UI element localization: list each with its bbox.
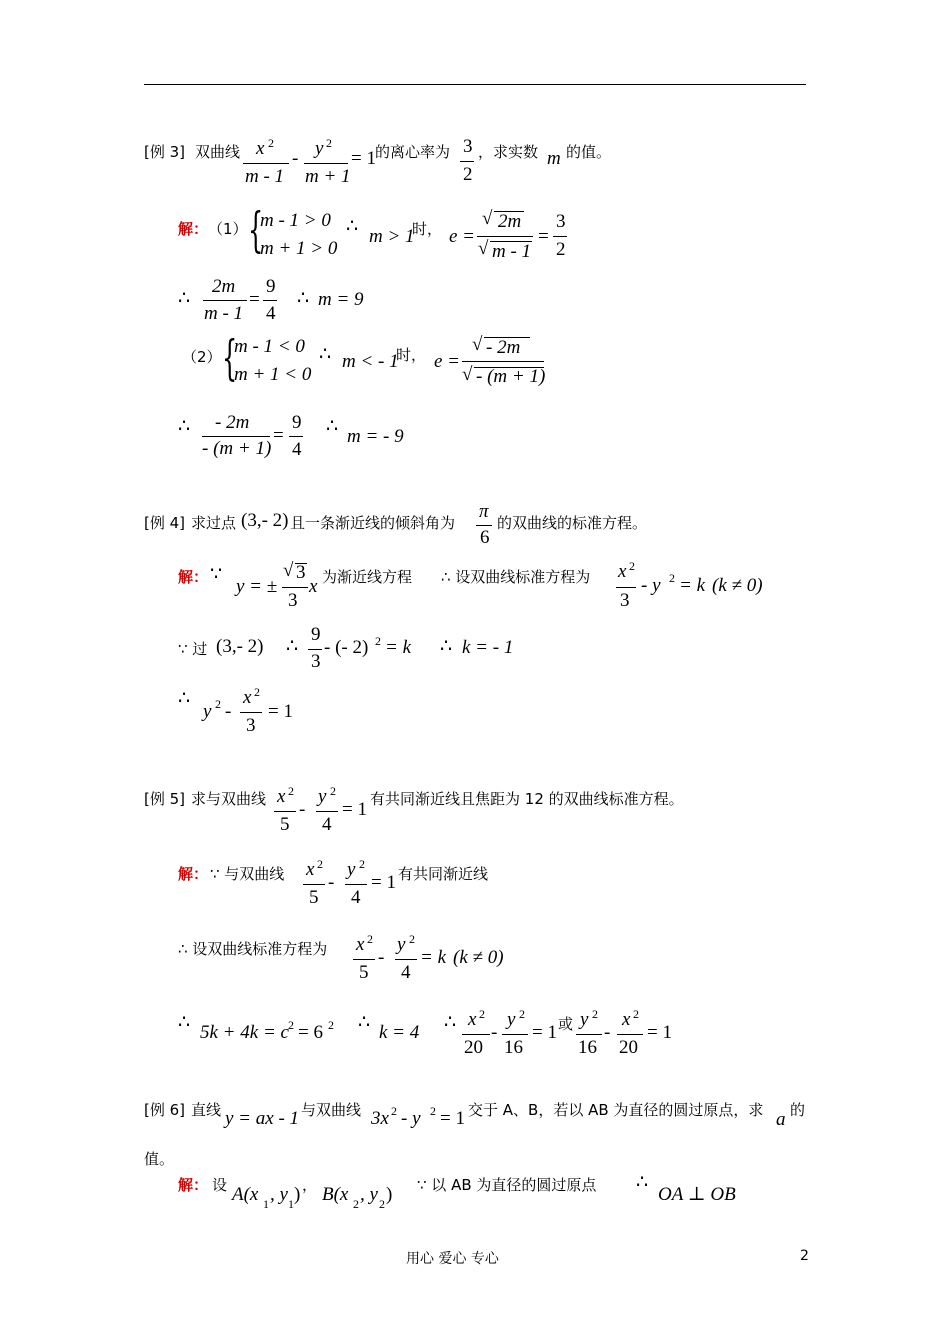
ex5-d-num: x — [622, 1009, 631, 1030]
ex5-set-text: ∴ 设双曲线标准方程为 — [178, 940, 328, 958]
ex3-l4-rnum: 9 — [292, 412, 302, 433]
ex6-hyp-rest: - y — [401, 1108, 421, 1129]
frac-bar — [263, 300, 277, 301]
ex6-solution-label: 解： — [178, 1176, 209, 1194]
ex3-shi2: 时， — [396, 346, 427, 364]
ex4-final-den: 3 — [246, 715, 256, 736]
frac-bar — [202, 436, 270, 437]
frac-bar — [304, 163, 348, 164]
ex4-label: [例 4] — [144, 514, 186, 532]
ex4-x: x — [309, 576, 318, 597]
ex5-text2: 有共同渐近线且焦距为 12 的双曲线标准方程。 — [370, 790, 684, 808]
frac-bar — [282, 587, 308, 588]
ex6-hyp-eq1: = 1 — [440, 1108, 465, 1129]
ex4-final-y: y — [203, 701, 212, 722]
ex4-std-den: 3 — [620, 590, 630, 611]
ex3-case1-row1: m - 1 > 0 — [260, 210, 331, 231]
ex3-case2-row2: m + 1 < 0 — [234, 364, 312, 385]
ex3-f2-num: y — [315, 138, 324, 159]
ex5-d-den: 20 — [619, 1037, 638, 1058]
ex6-var-a: a — [776, 1109, 786, 1130]
ex3-text1: 的离心率为 — [375, 143, 451, 161]
ex6-perp: OA ⊥ OB — [658, 1184, 736, 1205]
ex5-label: [例 5] — [144, 790, 186, 808]
ex3-eq1: = 1 — [351, 148, 376, 169]
ex4-y-eq: y = ± — [236, 576, 278, 597]
ex3-solution-label: 解： — [178, 220, 209, 238]
ex3-e-eq1: e = — [449, 226, 476, 247]
ex5-common-text: 有共同渐近线 — [398, 865, 489, 883]
ex6-text1: 直线 — [191, 1101, 222, 1119]
ex5-l3-eq6: = 6 — [298, 1022, 323, 1043]
ex5-or-text: 或 — [558, 1015, 574, 1033]
frac-bar — [616, 587, 636, 588]
ex3-l2-eq: = — [249, 289, 260, 310]
ex5-c-num: y — [580, 1009, 589, 1030]
ex4-text1: 求过点 — [191, 514, 237, 532]
ex3-r1-num: 3 — [556, 211, 566, 232]
ex3-f3-num: 3 — [463, 136, 473, 157]
ex3-therefore5: ∴ — [178, 416, 191, 437]
ex6-text5: 值。 — [144, 1150, 175, 1168]
ex5-text1: 求与双曲线 — [191, 790, 267, 808]
ex3-case2: （2） — [182, 348, 222, 366]
ex4-std-rest: - y — [641, 575, 661, 596]
ex3-therefore2: ∴ — [178, 288, 191, 309]
ex3-shi1: 时， — [412, 220, 443, 238]
ex5-a-den: 20 — [464, 1037, 483, 1058]
ex6-because-text: ∵ 以 AB 为直径的圆过原点 — [417, 1176, 597, 1194]
ex5-eq1: = 1 — [342, 799, 367, 820]
header-rule — [144, 84, 806, 85]
ex5-because-text: ∵ 与双曲线 — [210, 865, 285, 883]
ex4-sqrt3: 3 — [296, 562, 306, 583]
frac-bar — [395, 959, 417, 960]
frac-bar — [462, 361, 544, 362]
ex3-l2-rden: 4 — [266, 303, 276, 324]
ex6-set: 设 — [212, 1176, 228, 1194]
ex6-pt-b: B(x — [322, 1184, 349, 1205]
ex3-l4-den: - (m + 1) — [202, 438, 272, 459]
frac-bar — [316, 811, 338, 812]
ex3-sqrt-den1: m - 1 — [492, 241, 532, 262]
ex3-sqrt-den2: - (m + 1) — [476, 366, 546, 387]
ex5-f1-den: 5 — [280, 814, 290, 835]
ex6-text2: 与双曲线 — [301, 1101, 362, 1119]
frac-bar — [303, 884, 325, 885]
ex3-therefore4: ∴ — [319, 344, 332, 365]
footer-slogan: 用心 爱心 专心 — [406, 1251, 499, 1267]
ex4-solution-label: 解： — [178, 568, 209, 586]
ex4-pi-num: π — [479, 501, 489, 522]
ex3-therefore6: ∴ — [326, 416, 339, 437]
ex3-sqrt-num1: 2m — [498, 211, 522, 232]
frac-bar — [345, 884, 367, 885]
ex5-b-num: y — [507, 1009, 516, 1030]
frac-bar — [462, 1034, 490, 1035]
ex3-l2-den: m - 1 — [204, 303, 244, 324]
frac-bar — [240, 712, 262, 713]
frac-bar — [274, 811, 296, 812]
ex3-f1-den: m - 1 — [245, 166, 285, 187]
frac-bar — [308, 649, 322, 650]
ex4-final-num: x — [243, 687, 252, 708]
ex4-k-res: k = - 1 — [462, 637, 514, 658]
frac-bar — [243, 163, 289, 164]
ex3-l4-rden: 4 — [292, 439, 302, 460]
ex4-l2-num: 9 — [311, 624, 321, 645]
frac-bar — [502, 1034, 528, 1035]
ex6-text4: 的 — [790, 1101, 806, 1119]
ex4-asym-text: 为渐近线方程 — [322, 568, 413, 586]
ex5-f2-num: y — [318, 786, 327, 807]
ex5-a-num: x — [468, 1009, 477, 1030]
ex3-l2-num: 2m — [212, 276, 236, 297]
ex3-label: [例 3] — [144, 143, 186, 161]
frac-bar — [460, 161, 474, 162]
frac-bar — [203, 300, 247, 301]
ex3-r1-den: 2 — [556, 239, 566, 260]
ex3-l4-num: - 2m — [215, 412, 250, 433]
ex3-text2: ，求实数 — [478, 143, 539, 161]
ex3-cond1: m > 1 — [369, 226, 415, 247]
ex5-b-den: 16 — [504, 1037, 523, 1058]
ex4-std-k: = k — [679, 575, 706, 596]
frac-bar — [553, 236, 567, 237]
ex6-pt-a2: , y — [270, 1184, 288, 1205]
ex4-l2-den: 3 — [311, 651, 321, 672]
ex3-therefore3: ∴ — [297, 288, 310, 309]
ex3-text3: 的值。 — [566, 143, 612, 161]
ex4-l2-eqk: = k — [385, 637, 412, 658]
ex3-l2-res: m = 9 — [318, 289, 364, 310]
ex3-l2-rnum: 9 — [266, 276, 276, 297]
ex4-l2-mid: - (- 2) — [324, 637, 369, 658]
ex3-f3-den: 2 — [463, 164, 473, 185]
ex4-std-num: x — [618, 561, 627, 582]
ex4-pass-pt: (3,- 2) — [216, 636, 264, 657]
ex3-l4-res: m = - 9 — [347, 426, 404, 447]
ex3-case1: （1） — [208, 220, 248, 238]
ex6-line-eq: y = ax - 1 — [225, 1108, 300, 1129]
ex4-text3: 的双曲线的标准方程。 — [497, 514, 648, 532]
ex4-text2: 且一条渐近线的倾斜角为 — [290, 514, 456, 532]
ex4-point: (3,- 2) — [241, 510, 289, 531]
frac-bar — [289, 436, 303, 437]
ex5-eqk: = k — [420, 947, 447, 968]
ex3-sqrt-num2: - 2m — [486, 337, 521, 358]
ex4-because: ∵ — [210, 564, 223, 585]
page-number: 2 — [800, 1248, 809, 1264]
frac-bar — [476, 525, 492, 526]
document-page: [例 3] 双曲线 x 2 m - 1 - y 2 m + 1 = 1 的离心率为 3 2 ，求实数 m 的值。 解： （1） { m - 1 > 0 m + 1 > 0 ∴ m > 1 时， e = √ 2m √ m - 1 = 3 2 ∴ 2m m - 1 = 9 4 ∴ m = 9 （2） { m - 1 < 0 m + 1 < 0 ∴ m < - 1 时， e = √ - 2m √ - (m + 1) ∴ - 2m - (m + 1) = 9 4 ∴ m = - 9 [例 4] 求过点 (3,- 2) 且一条渐近线的倾斜角为 π 6 的双曲线的标准方程。 解： ∵ y = ± √ 3 3 x 为渐近线方程 ∴ 设双曲线标准方程为 x 2 3 - y 2 = k (k ≠ 0) ∵ 过 (3,- 2) ∴ 9 3 - (- 2) 2 = k ∴ k = - 1 ∴ y 2 - x 2 3 = 1 [例 5] 求与双曲线 x 2 5 - y 2 4 = 1 有共同渐近线且焦距为 12 的双曲线标准方程。 解： ∵ 与双曲线 x 2 5 - y 2 4 = 1 有共同渐近线 ∴ 设双曲线标准方程为 x 2 5 - y 2 4 = k (k ≠ 0) ∴ 5k + 4k = c 2 = 6 2 ∴ k = 4 ∴ x 2 20 - y 2 16 = 1 或 y 2 16 - x 2 20 = 1 [例 6] 直线 y = ax - 1 与双曲线 3x 2 - y 2 = 1 交于 A、B，若以 AB 为直径的圆过原点，求 a 的 值。 解： 设 A(x 1 , y 1 ) ， B(x 2 , y 2 ) ∵ 以 AB 为直径的圆过原点 ∴ OA ⊥ OB 用心 爱心 专心 2 — [0, 0, 950, 1344]
frac-bar — [576, 1034, 602, 1035]
ex6-hyp-eq: 3x — [371, 1108, 389, 1129]
ex3-f1-num: x — [256, 138, 265, 159]
ex4-k-cond: (k ≠ 0) — [712, 575, 763, 596]
ex5-kcond: (k ≠ 0) — [453, 947, 504, 968]
ex3-var-m: m — [547, 148, 561, 169]
ex5-f2-den: 4 — [322, 814, 332, 835]
ex3-minus: - — [292, 148, 299, 169]
ex4-den3: 3 — [288, 590, 298, 611]
ex6-pt-b2: , y — [360, 1184, 378, 1205]
frac-bar — [353, 959, 375, 960]
ex3-eq32: = — [538, 226, 549, 247]
ex4-final-minus: - — [225, 701, 232, 722]
ex3-e-eq2: e = — [434, 351, 461, 372]
frac-bar — [617, 1034, 643, 1035]
ex3-case2-row1: m - 1 < 0 — [234, 336, 305, 357]
ex6-text3: 交于 A、B，若以 AB 为直径的圆过原点，求 — [468, 1101, 764, 1119]
ex5-k-res: k = 4 — [379, 1022, 420, 1043]
ex6-pt-a: A(x — [232, 1184, 259, 1205]
ex4-pass-text: ∵ 过 — [178, 640, 208, 658]
ex5-l3-expr: 5k + 4k = c — [200, 1022, 289, 1043]
ex4-final-eq: = 1 — [268, 701, 293, 722]
ex3-f2-den: m + 1 — [305, 166, 351, 187]
ex6-comma: ， — [302, 1176, 318, 1194]
ex6-label: [例 6] — [144, 1101, 186, 1119]
ex5-c-den: 16 — [578, 1037, 597, 1058]
ex4-set-text: ∴ 设双曲线标准方程为 — [441, 568, 591, 586]
ex3-cond2: m < - 1 — [342, 351, 399, 372]
ex5-f1-num: x — [277, 786, 286, 807]
ex3-case1-row2: m + 1 > 0 — [260, 238, 338, 259]
ex3-therefore1: ∴ — [346, 216, 359, 237]
ex3-intro: 双曲线 — [195, 143, 241, 161]
frac-bar — [477, 236, 533, 237]
ex5-solution-label: 解： — [178, 865, 209, 883]
ex4-pi-den: 6 — [480, 527, 490, 548]
